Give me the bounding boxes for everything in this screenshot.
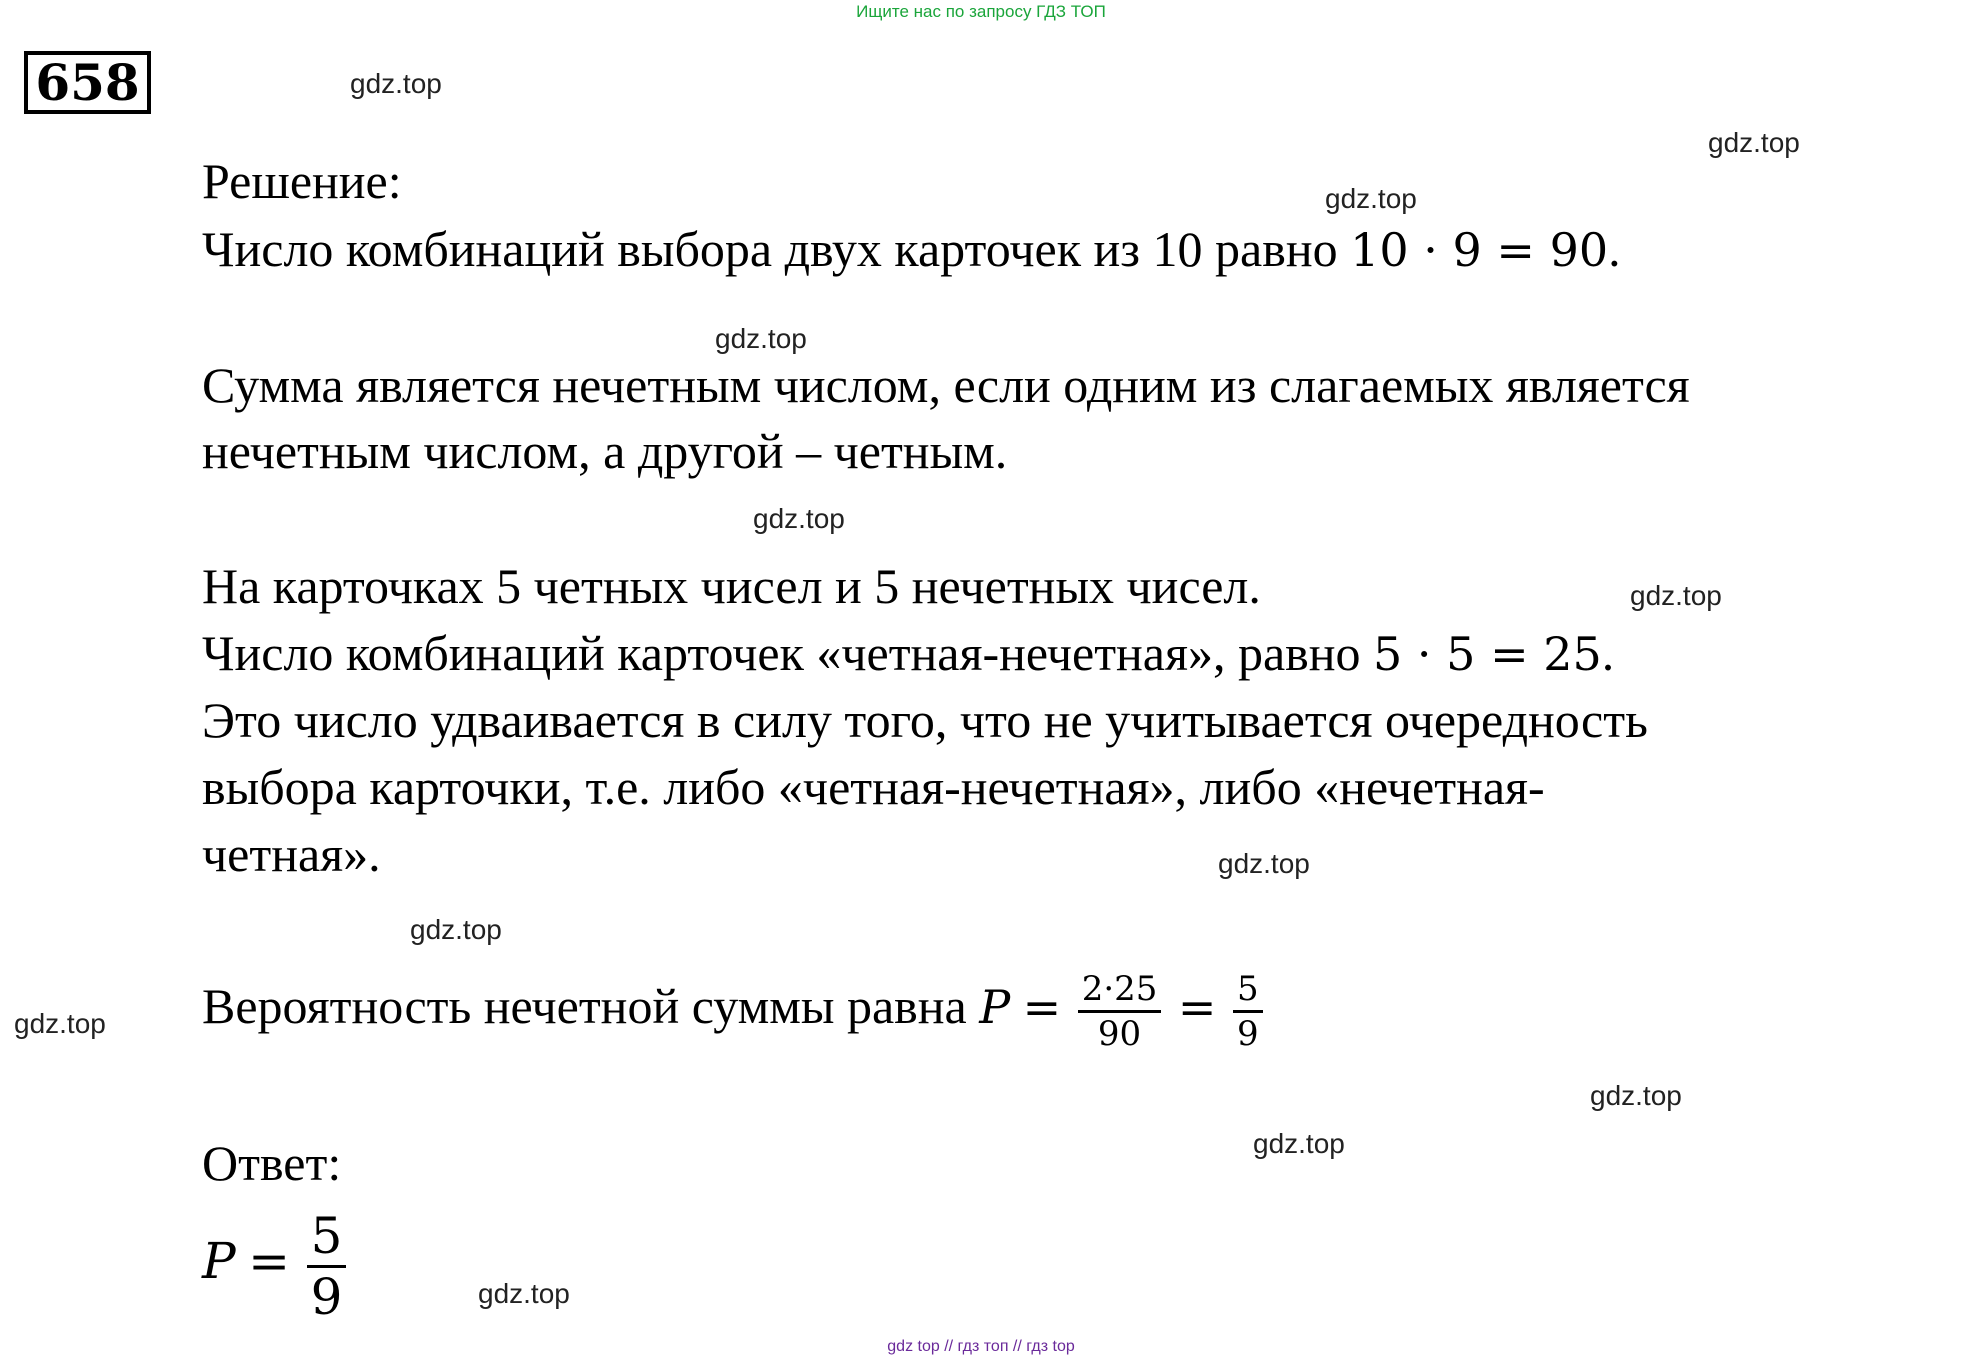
- answer-fraction: [307, 1207, 347, 1326]
- fraction-numerator: 2·25: [1078, 968, 1162, 1013]
- solution-line-4: На карточках 5 четных чисел и 5 нечетных чисел.: [202, 558, 1261, 614]
- line-punct: .: [1608, 221, 1621, 277]
- equals-sign: =: [1022, 980, 1062, 1034]
- equals-sign: =: [1177, 980, 1217, 1034]
- footer-links[interactable]: gdz top // гдз топ // гдз top: [887, 1338, 1075, 1355]
- line-text: Вероятность нечетной суммы равна: [202, 978, 980, 1034]
- solution-line-6: Это число удваивается в силу того, что не учитывается очередность: [202, 692, 1648, 748]
- watermark-text: gdz.top: [1325, 183, 1417, 214]
- math-expression: 10 · 9 = 90: [1350, 223, 1609, 277]
- watermark-text: gdz.top: [1590, 1080, 1682, 1111]
- probability-var: P: [979, 980, 1011, 1034]
- watermark-text: gdz.top: [715, 323, 807, 354]
- watermark-text: gdz.top: [1708, 127, 1800, 158]
- answer-var: P: [202, 1232, 236, 1290]
- line-punct: .: [1601, 625, 1615, 681]
- answer-heading: Ответ:: [202, 1135, 342, 1191]
- watermark-text: gdz.top: [1253, 1128, 1345, 1159]
- fraction-numerator: 5: [1233, 968, 1263, 1013]
- solution-heading: Решение:: [202, 153, 402, 209]
- watermark-text: gdz.top: [410, 914, 502, 945]
- answer-formula: [202, 1198, 350, 1326]
- solution-line-7: выбора карточки, т.е. либо «четная-нечетная», либо «нечетная-: [202, 759, 1545, 815]
- equals-sign: =: [248, 1232, 291, 1290]
- watermark-text: gdz.top: [350, 68, 442, 99]
- solution-line-3: нечетным числом, а другой – четным.: [202, 423, 1008, 479]
- fraction-numerator: 5: [307, 1207, 347, 1268]
- watermark-text: gdz.top: [753, 503, 845, 534]
- fraction-denominator: 9: [1236, 1014, 1259, 1055]
- math-expression: 5 · 5 = 25: [1373, 627, 1602, 681]
- problem-number: 658: [24, 51, 151, 114]
- fraction-denominator: 90: [1097, 1014, 1142, 1055]
- fraction-denominator: 9: [310, 1268, 343, 1327]
- solution-line-2: Сумма является нечетным числом, если одним из слагаемых является: [202, 357, 1690, 413]
- watermark-text: gdz.top: [1630, 580, 1722, 611]
- solution-line-1: [202, 219, 1621, 280]
- solution-line-5: [202, 623, 1614, 684]
- fraction-5-over-9: [1233, 968, 1263, 1055]
- watermark-text: gdz.top: [14, 1008, 106, 1039]
- solution-line-8: четная».: [202, 826, 381, 882]
- fraction-2x25-over-90: [1078, 968, 1162, 1055]
- probability-line: [202, 958, 1267, 1055]
- watermark-text: gdz.top: [478, 1278, 570, 1309]
- top-banner[interactable]: Ищите нас по запросу ГДЗ ТОП: [856, 2, 1106, 21]
- line-text: Число комбинаций выбора двух карточек из 10 равно: [202, 221, 1351, 277]
- line-text: Число комбинаций карточек «четная-нечетная», равно: [202, 625, 1374, 681]
- watermark-text: gdz.top: [1218, 848, 1310, 879]
